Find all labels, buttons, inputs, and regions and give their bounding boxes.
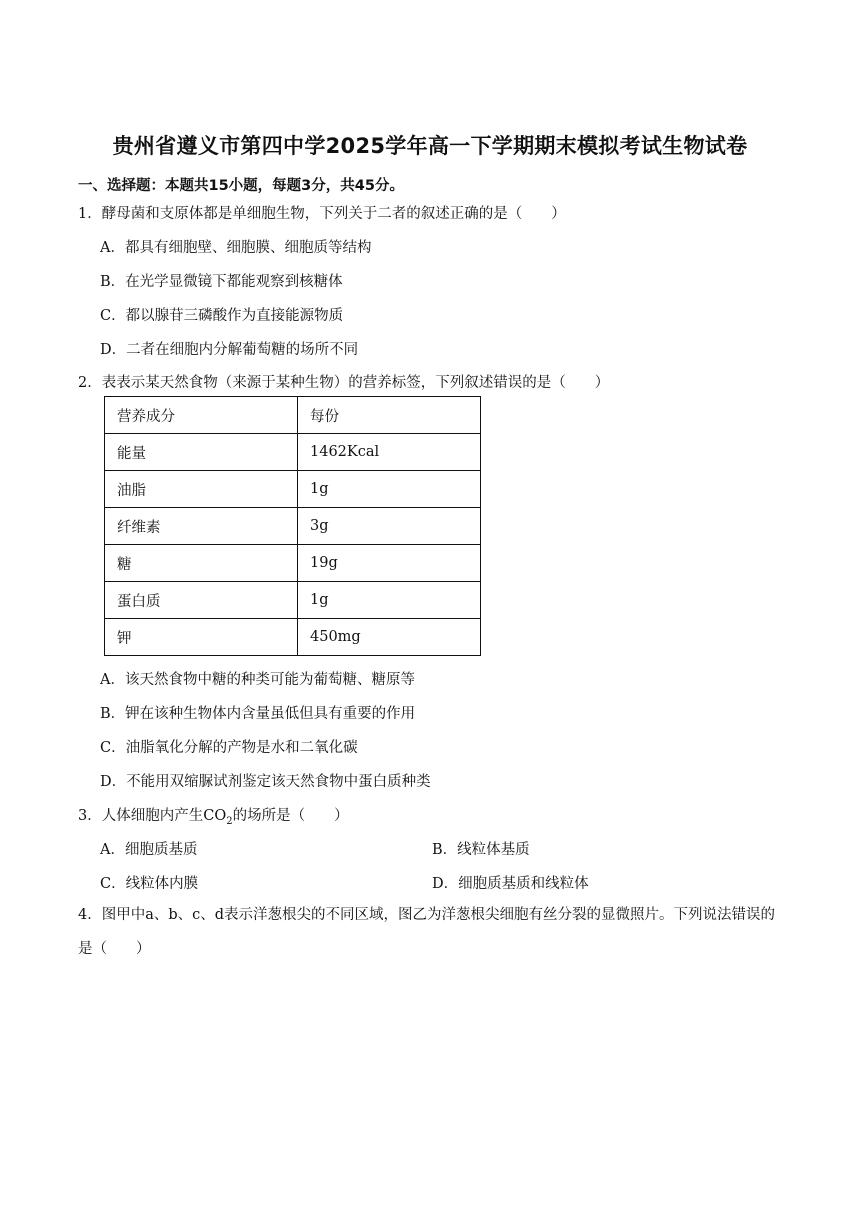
question-3-option-a: A．细胞质基质 <box>100 842 198 858</box>
question-1-option-c: C．都以腺苷三磷酸作为直接能源物质 <box>100 308 344 324</box>
question-1-option-d: D．二者在细胞内分解葡萄糖的场所不同 <box>100 342 359 358</box>
question-3-option-c: C．线粒体内膜 <box>100 876 199 892</box>
table-cell: 3g <box>298 508 481 545</box>
question-3-stem-end: 的场所是（ ） <box>232 808 349 824</box>
table-row <box>105 619 481 656</box>
table-row <box>105 545 481 582</box>
nutrition-table <box>104 396 481 656</box>
question-4-stem: 4．图甲中a、b、c、d表示洋葱根尖的不同区域，图乙为洋葱根尖细胞有丝分裂的显微照片。下列说法错误的是（ ） <box>78 907 776 957</box>
question-2-option-a: A．该天然食物中糖的种类可能为葡萄糖、糖原等 <box>100 672 415 688</box>
table-cell: 1g <box>298 582 481 619</box>
table-row <box>105 582 481 619</box>
question-1-option-b: B．在光学显微镜下都能观察到核糖体 <box>100 274 343 290</box>
table-cell: 1462Kcal <box>298 434 481 471</box>
section-heading: 一、选择题：本题共15小题，每题3分，共45分。 <box>78 178 404 194</box>
question-1-option-a: A．都具有细胞壁、细胞膜、细胞质等结构 <box>100 240 372 256</box>
question-2-stem: 2．表表示某天然食物（来源于某种生物）的营养标签，下列叙述错误的是（ ） <box>78 375 610 391</box>
question-3-stem-text: 3．人体细胞内产生CO <box>78 808 227 824</box>
table-cell: 油脂 <box>105 471 298 508</box>
question-3-option-b: B．线粒体基质 <box>432 842 530 858</box>
table-cell: 450mg <box>298 619 481 656</box>
table-cell: 1g <box>298 471 481 508</box>
exam-title: 贵州省遵义市第四中学2025学年高一下学期期末模拟考试生物试卷 <box>112 134 748 158</box>
table-cell: 纤维素 <box>105 508 298 545</box>
table-cell: 糖 <box>105 545 298 582</box>
question-3-stem <box>78 804 349 827</box>
question-2-option-b: B．钾在该种生物体内含量虽低但具有重要的作用 <box>100 706 416 722</box>
table-cell: 能量 <box>105 434 298 471</box>
question-1-stem: 1．酵母菌和支原体都是单细胞生物，下列关于二者的叙述正确的是（ ） <box>78 206 566 222</box>
table-header-row <box>105 397 481 434</box>
table-cell: 钾 <box>105 619 298 656</box>
table-row <box>105 434 481 471</box>
table-row <box>105 471 481 508</box>
question-2-option-c: C．油脂氧化分解的产物是水和二氧化碳 <box>100 740 358 756</box>
table-header-cell: 每份 <box>298 397 481 434</box>
table-header-cell: 营养成分 <box>105 397 298 434</box>
question-3-option-d: D．细胞质基质和线粒体 <box>432 876 589 892</box>
table-row <box>105 508 481 545</box>
table-cell: 蛋白质 <box>105 582 298 619</box>
co2-subscript: 2 <box>226 815 233 827</box>
table-cell: 19g <box>298 545 481 582</box>
question-2-option-d: D．不能用双缩脲试剂鉴定该天然食物中蛋白质种类 <box>100 774 431 790</box>
